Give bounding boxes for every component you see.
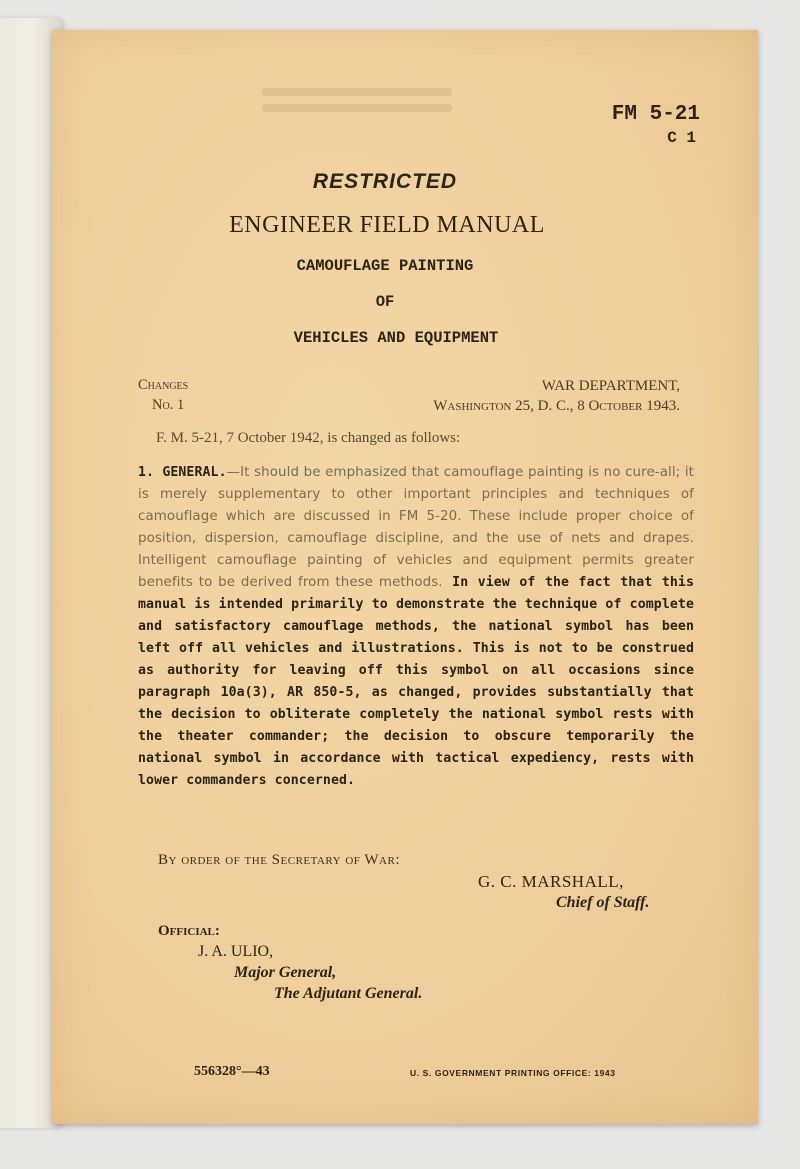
bleed-through-mark [262,80,452,120]
doc-number: FM 5-21 [611,103,700,126]
official-name: J. A. ULIO, [198,943,274,960]
print-code: 556328°—43 [194,1064,270,1079]
changes-number: No. 1 [152,396,185,413]
paragraph-heading: 1. GENERAL. [138,465,227,480]
official-title-1: Major General, [234,964,337,981]
changes-block [138,376,188,415]
subtitle-line-2: VEHICLES AND EQUIPMENT [293,329,499,347]
changes-label: Changes [138,377,189,393]
amendment-note: F. M. 5-21, 7 October 1942, is changed as follows: [156,430,461,446]
document-title: ENGINEER FIELD MANUAL [229,212,545,238]
department-name: WAR DEPARTMENT, [541,378,680,394]
subtitle-of: OF [375,293,395,311]
official-label: Official: [158,923,220,939]
department-block [433,376,680,417]
classification-label: RESTRICTED [312,170,458,193]
document-identifier [612,102,700,148]
official-title-2: The Adjutant General. [274,985,423,1002]
document-header [52,170,758,347]
document-page [52,30,758,1124]
by-order-line: By order of the Secretary of War: [158,852,400,868]
printer-credit: U. S. GOVERNMENT PRINTING OFFICE: 1943 [410,1068,616,1078]
paragraph-faint-text: —It should be emphasized that camouflage painting is no cure-all; it is merely supplementary to other important principles and techniques of camouflage which are discussed in FM 5-20. These include proper choice of position, dispersion, camouflage discipline, and the use of nets and drapes. Intelligent camouflage painting of vehicles and equipment permits greater benefits to be derived from these methods. [138,465,694,590]
signer-name: G. C. MARSHALL, [478,872,624,891]
paragraph-general [138,462,694,792]
subtitle-line-1: CAMOUFLAGE PAINTING [296,257,474,275]
signer-title: Chief of Staff. [556,894,650,911]
department-location-date: Washington 25, D. C., 8 October 1943. [433,398,680,415]
paragraph-main-text: In view of the fact that this manual is intended primarily to demonstrate the technique of complete and satisfactory camouflage methods, the national symbol has been left off all vehicles and illustrations. This is not to be construed as authority for leaving off this symbol on all occasions since paragraph 10a(3), AR 850-5, as changed, provides substantially that the decision to obliterate completely the national symbol rests with the theater commander; the decision to obscure temporarily the national symbol in accordance with tactical expediency, rests with lower commanders concerned. [138,575,695,788]
change-code: C 1 [667,129,696,148]
